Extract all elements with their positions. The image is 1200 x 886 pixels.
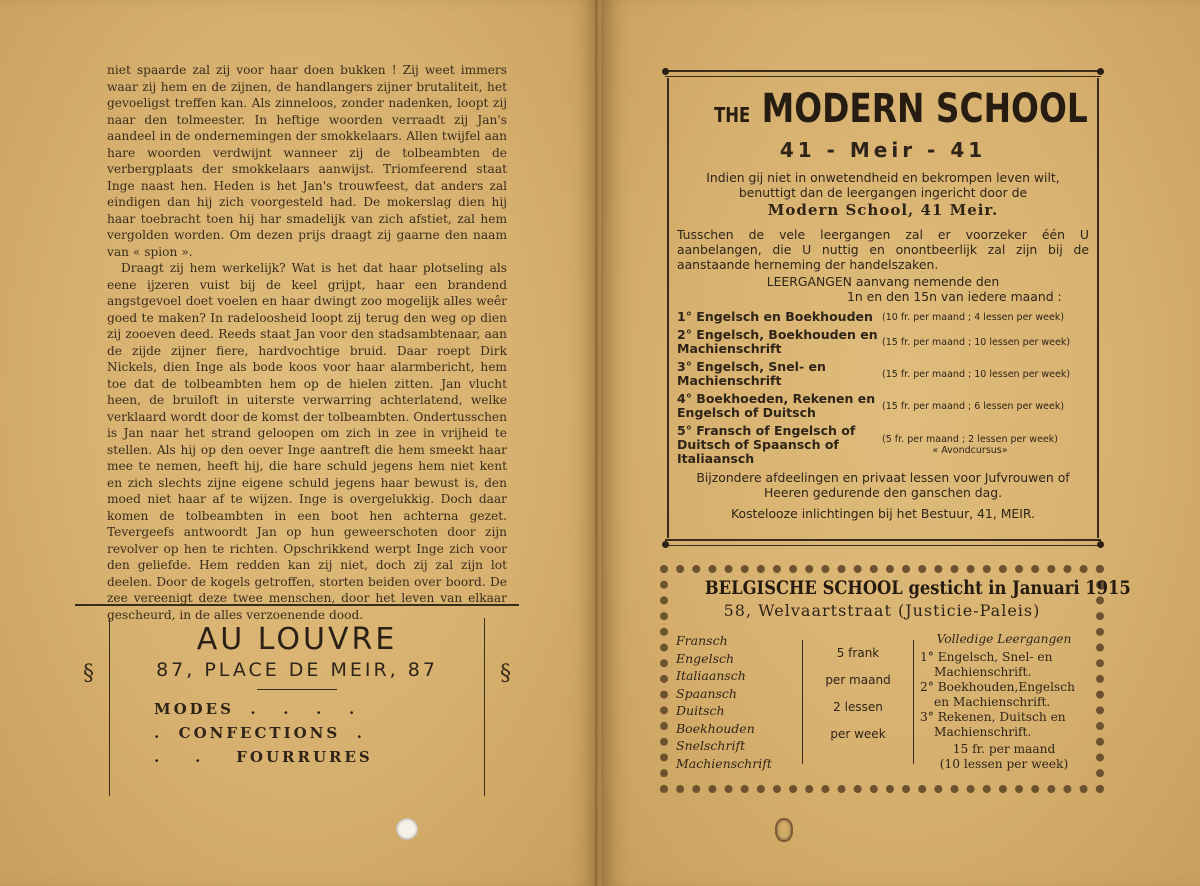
course-price (882, 434, 1058, 456)
info-line: Kostelooze inlichtingen bij het Bestuur, 41, MEIR. (731, 506, 1035, 521)
modern-school-ad (665, 70, 1101, 546)
language-item: Engelsch (676, 650, 735, 666)
belgische-columns (676, 632, 1088, 772)
full-price: 15 fr. per maand (952, 742, 1056, 756)
course-price: (15 fr. per maand ; 6 lessen per week) (882, 400, 1065, 412)
language-item: Snelschrift (676, 738, 746, 753)
belgische-school-ad (660, 565, 1131, 793)
course-list (677, 310, 1089, 466)
belgische-title: BELGISCHE SCHOOL gesticht in Januari 1915 (704, 577, 1131, 599)
course-note: « Avondcursus» (932, 445, 1008, 456)
corner-dot (662, 68, 669, 75)
course-name: 4° Boekhoeden, Rekenen en Engelsch of Duitsch (677, 391, 876, 420)
course-name: 3° Engelsch, Snel- en Machienschrift (677, 359, 826, 388)
pricing-item: per week (830, 727, 886, 741)
modern-name-line: Modern School, 41 Meir. (767, 201, 999, 219)
course-name: 2° Engelsch, Boekhouden en Machienschrift (677, 327, 878, 356)
course-item (677, 424, 1089, 466)
story-paragraph-2: Draagt zij hem werkelijk? Wat is het dat haar plotseling als eene ijzeren vuist bij de keel grijpt, haar een brandend angstgevoel doet voelen en haar dwingt zoo mogelijk alles weêr goed te maken? In radeloosheid loopt zij terug den weg op dien zij zooeven deed. Reeds staat Jan voor den stadsambtenaar, aan de zijde zijner fiere, hardvochtige bruid. Daar roept Dirk Nickels, dien Inge als bode koos voor haar alarmbericht, hem toe dat de tolbeambten hem op de hielen zitten. Jan vlucht heen, de bruiloft in uiterste verwarring achterlatend, welke verklaard wordt door de komst der tolbeambten. Ondertusschen is Jan naar het strand geloopen om zich in zee in vrijheid te stellen. Als hij op den oever Inge aantreft die hem smeekt haar mee te nemen, heeft hij, die hare schuld jegens hem niet kent en zich slechts zijne eigene schuld jegens haar bewust is, den moed niet haar af te wijzen. Inge is overgelukkig. Doch daar komen de tolbeambten in een boot hen achterna gezet. Tevergeefs antwoordt Jan op hun geweerschoten door zijn revolver op hen te richten. Opschrikkend werpt Inge zich voor den geliefde. Hem redden kan zij niet, doch zij zal zijn lot deelen. Door de kogels getroffen, storten beiden over boord. De zee vereenigt deze twee menschen, door het leven van elkaar gescheurd, in de alles verzoenende dood. (107, 261, 507, 622)
language-item: Machienschrift (676, 755, 772, 771)
story-paragraph-1: niet spaarde zal zij voor haar doen bukken ! Zij weet immers waar zij hem en de zijnen, de handlangers zijner brutaliteit, het gevoeligst treffen kan. Als zinneloos, zonder nadenken, loopt zij naar den tolmeester. In heftige woorden verraadt zij Jan's aandeel in de ondernemingen der smokkelaars. Allen twijfel aan hare woorden verdwijnt wanneer zij de tolbeambten de verbergplaats der smokkelaars aanwijst. Triomfeerend staat Inge naast hen. Heden is het Jan's trouwfeest, dat anders zal eindigen dan hij zich voorgesteld had. De mokerslag dien hij haar toebracht toen hij har smadelijk van zich afstiet, zal hem vergolden worden. Om dezen prijs draagt zij gaarne den naam van « spion ». (107, 63, 507, 259)
binding-hole (396, 818, 418, 840)
full-course-item: 1° Engelsch, Snel- en Machienschrift. (920, 650, 1053, 679)
language-item: Boekhouden (676, 720, 755, 736)
frame-right (1097, 78, 1099, 538)
private-lessons: Bijzondere afdeelingen en privaat lessen voor Jufvrouwen of Heeren gedurende den ganschen dag. (696, 470, 1070, 500)
dates-line: 1n en den 15n van iedere maand : (847, 289, 1062, 304)
louvre-title: AU LOUVRE (196, 622, 398, 657)
leergangen-line: LEERGANGEN aanvang nemende den (766, 274, 1000, 289)
au-louvre-ad (75, 604, 519, 796)
full-courses-column (920, 632, 1088, 772)
course-price: (15 fr. per maand ; 10 lessen per week) (882, 368, 1071, 380)
full-price-lessons: (10 lessen per week) (939, 757, 1069, 771)
louvre-line-fourrures: . . FOURRURES (154, 748, 373, 766)
ornament-right-icon: § (500, 661, 511, 686)
modern-intro: Indien gij niet in onwetendheid en bekrompen leven wilt, benuttigt dan de leergangen ingericht door de (706, 170, 1060, 200)
title-main: MODERN SCHOOL (761, 86, 1088, 132)
pricing-column (802, 640, 914, 764)
binding-hole-mark (775, 818, 793, 842)
course-item (677, 392, 1089, 420)
language-item: Fransch (676, 633, 728, 648)
ornament-left-icon: § (83, 661, 94, 686)
frame-bottom (665, 539, 1101, 546)
language-item: Spaansch (676, 685, 737, 701)
corner-dot (662, 541, 669, 548)
pricing-item: per maand (825, 673, 891, 687)
course-name: 1° Engelsch en Boekhouden (677, 309, 873, 324)
louvre-address: 87, PLACE DE MEIR, 87 (156, 659, 438, 681)
course-item (677, 328, 1089, 356)
pricing-item: 2 lessen (833, 700, 883, 714)
frame-left (667, 78, 669, 538)
frame-top (665, 70, 1101, 77)
modern-para2: Tusschen de vele leergangen zal er voorzeker één U aanbelangen, die U nuttig en onontbeerlijk zal zijn bij de aanstaande herneming der handelszaken. (677, 227, 1089, 272)
louvre-divider (257, 689, 337, 690)
louvre-line-confections: . CONFECTIONS . (154, 724, 365, 742)
course-name: 5° Fransch of Engelsch of Duitsch of Spaansch of Italiaansch (677, 423, 856, 466)
louvre-line-modes: MODES . . . . (154, 700, 358, 718)
full-courses-heading: Volledige Leergangen (936, 632, 1072, 646)
story-text (107, 62, 507, 623)
pricing-item: 5 frank (836, 646, 880, 660)
belgische-address: 58, Welvaartstraat (Justicie-Paleis) (723, 601, 1041, 620)
title-the: THE (714, 103, 751, 127)
corner-dot (1097, 68, 1104, 75)
full-course-item: 2° Boekhouden,Engelsch en Machienschrift. (920, 680, 1075, 709)
languages-column (676, 632, 796, 772)
course-item (677, 360, 1089, 388)
course-price: (15 fr. per maand ; 10 lessen per week) (882, 336, 1071, 348)
left-page (0, 0, 597, 886)
modern-school-title (714, 86, 1088, 132)
corner-dot (1097, 541, 1104, 548)
course-price: (10 fr. per maand ; 4 lessen per week) (882, 311, 1065, 323)
modern-school-address: 41 - Meir - 41 (779, 138, 987, 162)
language-item: Duitsch (676, 703, 725, 718)
course-price-text: (5 fr. per maand ; 2 lessen per week) (882, 434, 1058, 445)
full-course-item: 3° Rekenen, Duitsch en Machienschrift. (920, 710, 1066, 739)
language-item: Italiaansch (676, 668, 746, 683)
course-item (677, 310, 1089, 324)
